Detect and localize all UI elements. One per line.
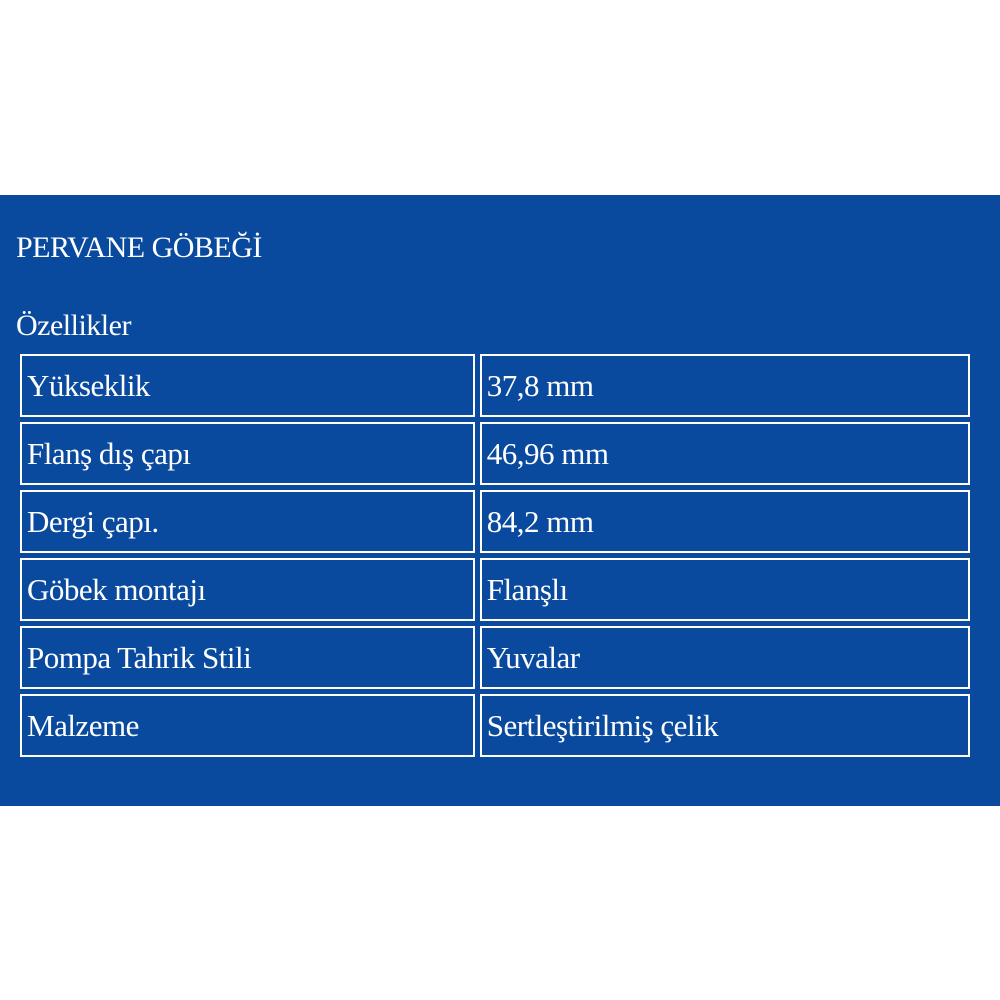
spec-key: Malzeme [20, 694, 475, 757]
spec-value: 46,96 mm [480, 422, 970, 485]
product-title: PERVANE GÖBEĞİ [16, 231, 262, 264]
spec-row [20, 490, 970, 553]
spec-row [20, 558, 970, 621]
specs-table [15, 349, 975, 762]
spec-value: Yuvalar [480, 626, 970, 689]
spec-key: Flanş dış çapı [20, 422, 475, 485]
spec-row [20, 694, 970, 757]
spec-row [20, 354, 970, 417]
specs-section-label: Özellikler [16, 309, 131, 342]
spec-key: Pompa Tahrik Stili [20, 626, 475, 689]
spec-key: Göbek montajı [20, 558, 475, 621]
spec-value: 84,2 mm [480, 490, 970, 553]
spec-row [20, 626, 970, 689]
spec-value: 37,8 mm [480, 354, 970, 417]
spec-row [20, 422, 970, 485]
spec-key: Dergi çapı. [20, 490, 475, 553]
spec-value: Sertleştirilmiş çelik [480, 694, 970, 757]
spec-key: Yükseklik [20, 354, 475, 417]
spec-value: Flanşlı [480, 558, 970, 621]
